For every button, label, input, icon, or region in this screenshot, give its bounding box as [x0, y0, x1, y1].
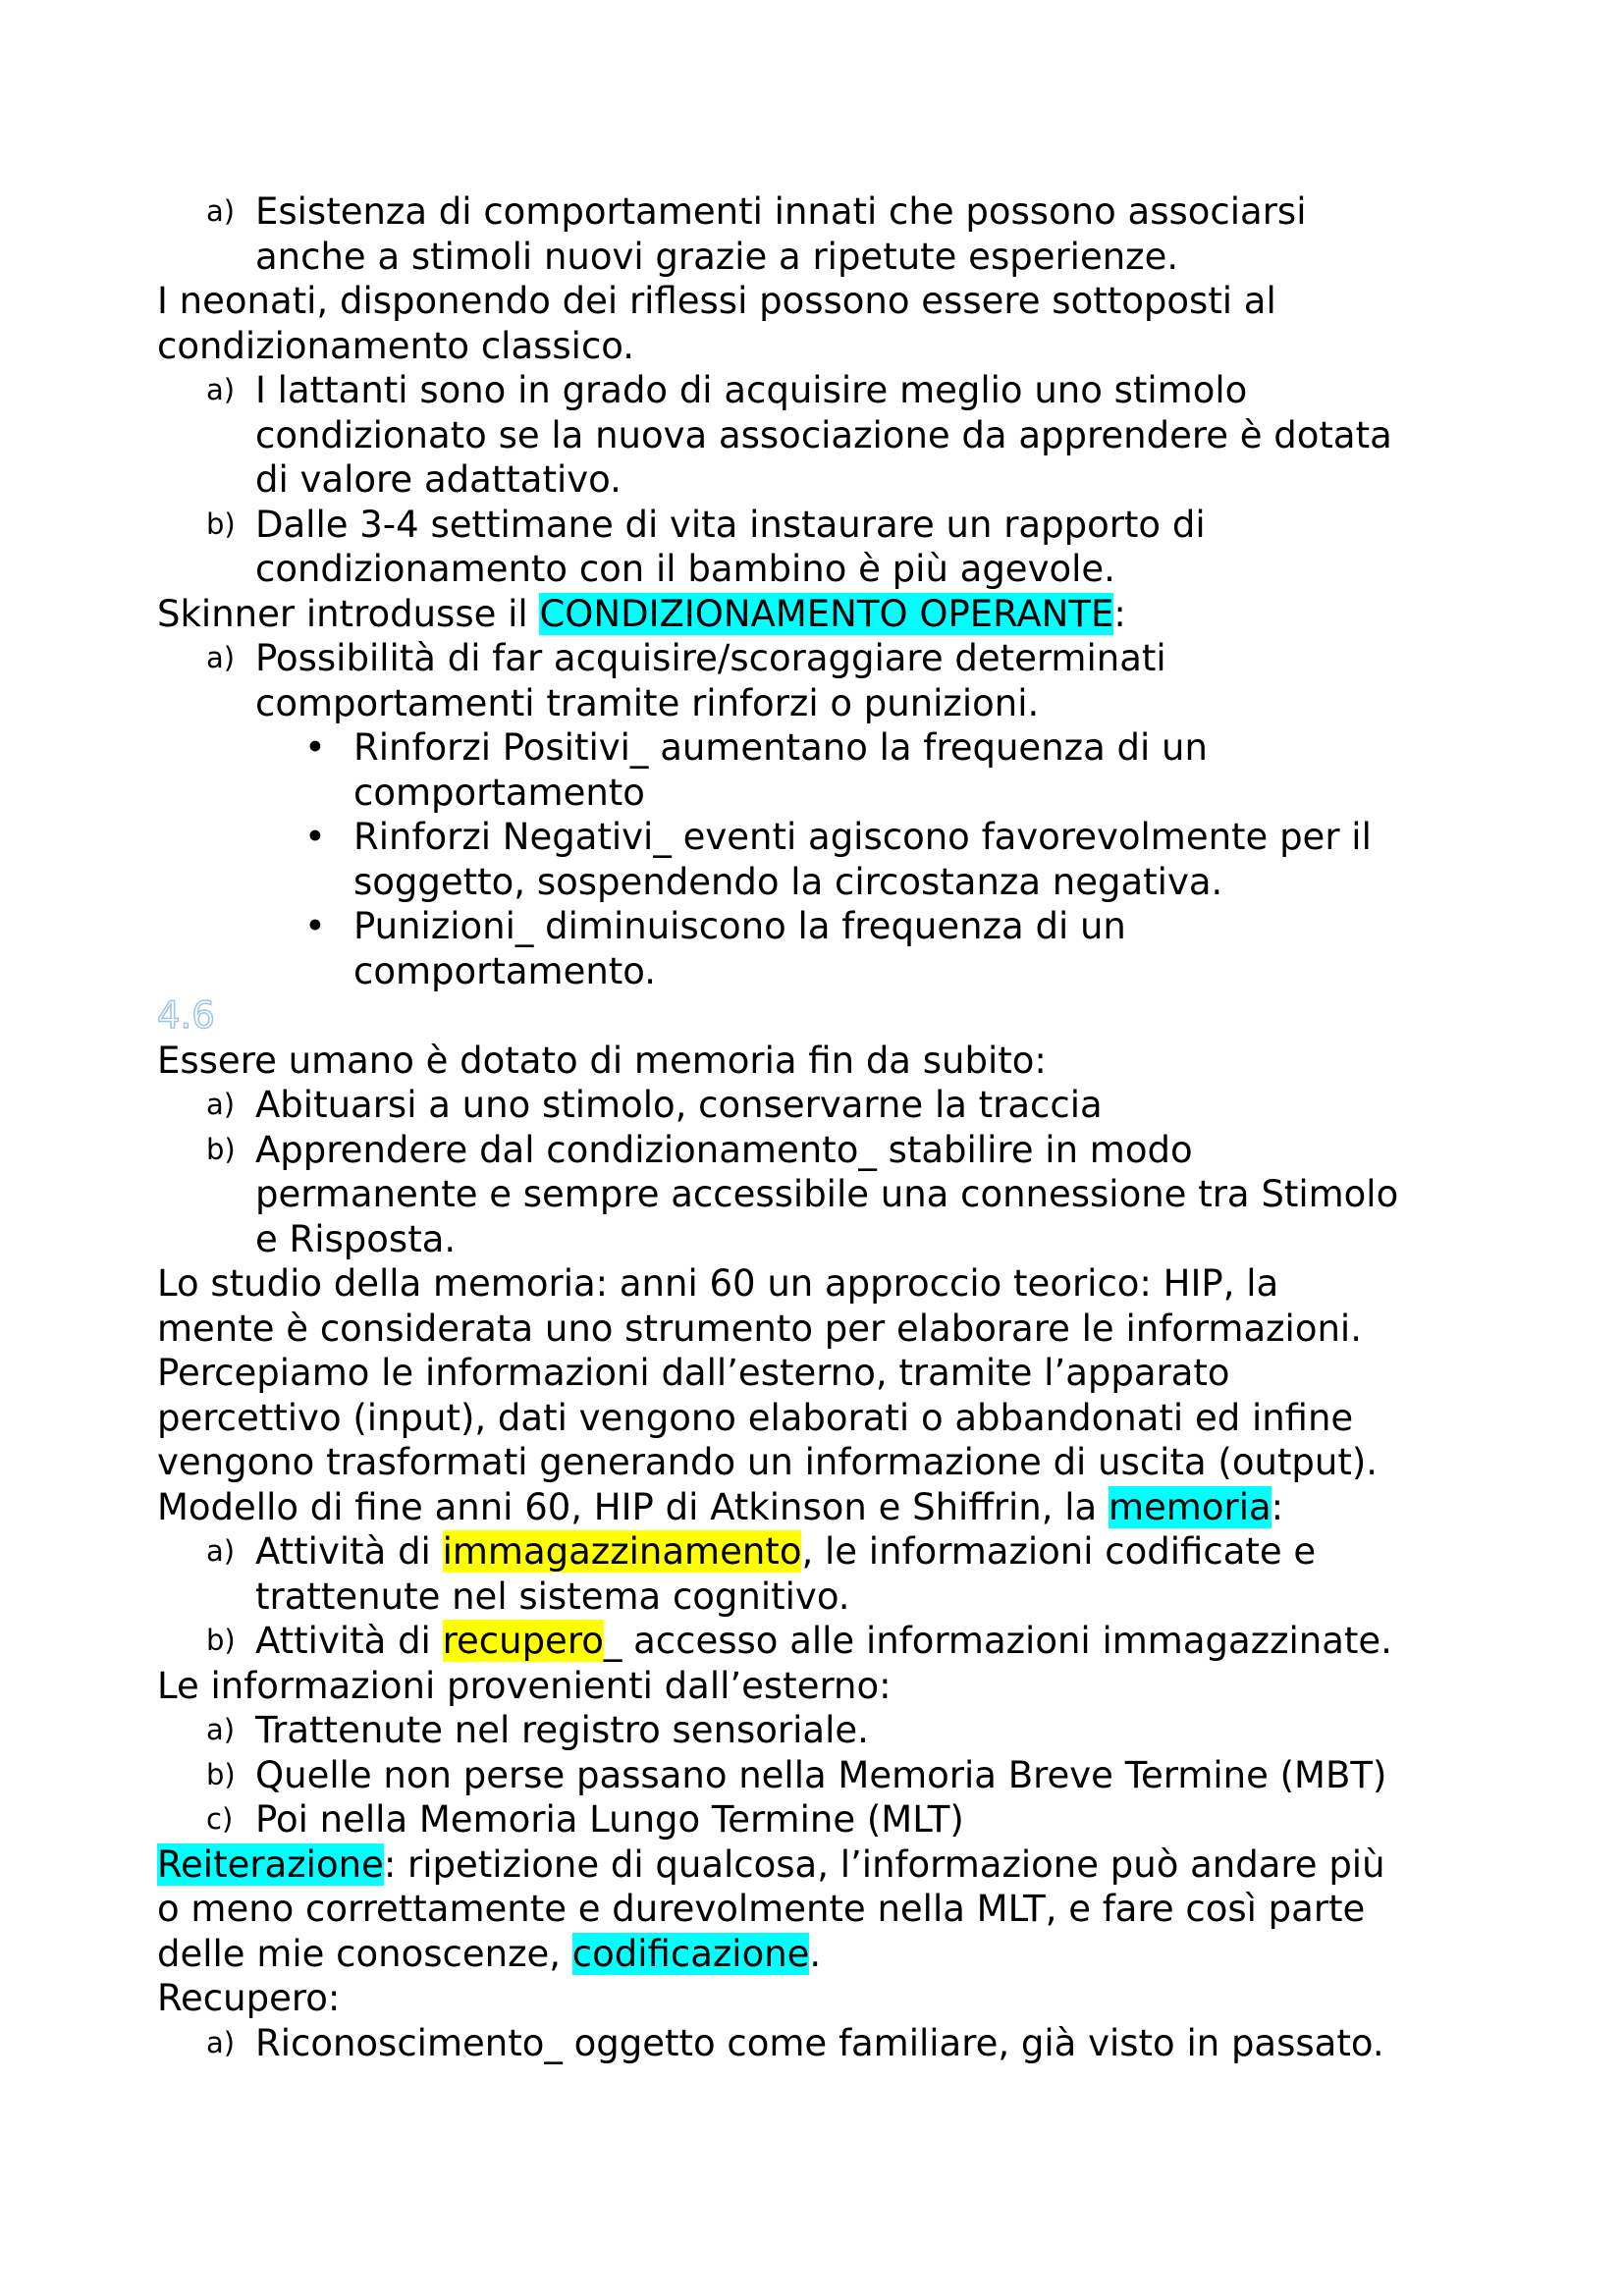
- text-run: :: [1113, 592, 1126, 635]
- list-item-text: Apprendere dal condizionamento_ stabilire in modo: [255, 1128, 1193, 1171]
- highlighted-term: memoria: [1109, 1485, 1271, 1528]
- bullet-text: Rinforzi Negativi_ eventi agiscono favorevolmente per il: [353, 816, 1372, 858]
- paragraph-line: Percepiamo le informazioni dall’esterno, tramite l’apparato: [157, 1352, 1230, 1394]
- paragraph-line: o meno correttamente e durevolmente nella MLT, e fare così parte: [157, 1888, 1366, 1930]
- paragraph-line: Le informazioni provenienti dall’esterno:: [157, 1664, 892, 1707]
- list-marker: a): [206, 1713, 236, 1746]
- list-item-text: Trattenute nel registro sensoriale.: [255, 1709, 869, 1751]
- text-run: Modello di fine anni 60, HIP di Atkinson e Shiffrin, la: [157, 1485, 1109, 1528]
- highlighted-term: recupero: [442, 1620, 604, 1662]
- list-item-text: Poi nella Memoria Lungo Termine (MLT): [255, 1798, 964, 1841]
- list-item-text: Dalle 3-4 settimane di vita instaurare un rapporto di: [255, 503, 1206, 546]
- list-item-continuation: condizionamento con il bambino è più agevole.: [255, 548, 1115, 590]
- bullet-item: [157, 904, 1483, 949]
- list-item-continuation: permanente e sempre accessibile una connessione tra Stimolo: [255, 1173, 1399, 1215]
- text-run: :: [1271, 1485, 1284, 1528]
- list-item-text: Abituarsi a uno stimolo, conservarne la traccia: [255, 1084, 1103, 1126]
- paragraph-line: I neonati, disponendo dei riflessi possono essere sottoposti al: [157, 280, 1276, 322]
- bullet-text: Rinforzi Positivi_ aumentano la frequenza di un: [353, 726, 1208, 769]
- list-item-continuation: condizionato se la nuova associazione da apprendere è dotata: [255, 413, 1392, 456]
- bullet-icon: •: [304, 905, 326, 947]
- list-item-continuation: trattenute nel sistema cognitivo.: [255, 1575, 850, 1618]
- bullet-continuation: comportamento: [353, 771, 645, 814]
- text-run: Attività di: [255, 1530, 443, 1573]
- highlighted-term: CONDIZIONAMENTO OPERANTE: [539, 592, 1114, 635]
- list-item: [157, 1128, 1483, 1173]
- highlighted-term: Reiterazione: [157, 1842, 384, 1886]
- bullet-item: [157, 815, 1483, 860]
- bullet-item: [157, 725, 1483, 771]
- list-marker: b): [206, 1757, 236, 1791]
- paragraph-line: Essere umano è dotato di memoria fin da subito:: [157, 1039, 1047, 1082]
- paragraph-line: percettivo (input), dati vengono elaborati o abbandonati ed infine: [157, 1396, 1354, 1439]
- paragraph-line: mente è considerata uno strumento per elaborare le informazioni.: [157, 1307, 1362, 1350]
- list-item: [157, 189, 1483, 235]
- highlighted-term: codificazione: [571, 1932, 810, 1975]
- bullet-continuation: comportamento.: [353, 949, 657, 992]
- text-run: Attività di: [255, 1620, 443, 1662]
- section-heading: 4.6: [157, 994, 215, 1037]
- list-item-continuation: anche a stimoli nuovi grazie a ripetute esperienze.: [255, 235, 1179, 278]
- list-item: [157, 368, 1483, 413]
- list-marker: a): [206, 641, 236, 674]
- list-marker: b): [206, 1132, 236, 1166]
- list-marker: a): [206, 194, 236, 228]
- document-page: [157, 189, 1483, 2065]
- list-item-text: Quelle non perse passano nella Memoria Breve Termine (MBT): [255, 1753, 1387, 1796]
- list-item: [157, 503, 1483, 548]
- paragraph-line: [157, 592, 1483, 637]
- list-item: [157, 1529, 1483, 1575]
- text-run: , le informazioni codificate e: [801, 1530, 1317, 1573]
- text-run: _ accesso alle informazioni immagazzinate.: [603, 1620, 1392, 1662]
- list-item-continuation: di valore adattativo.: [255, 458, 622, 501]
- text-run: Skinner introdusse il: [157, 592, 540, 635]
- list-marker: c): [206, 1802, 234, 1836]
- list-item: [157, 2021, 1483, 2066]
- paragraph-line: [157, 1842, 1483, 1888]
- list-item: [157, 636, 1483, 681]
- list-item-continuation: e Risposta.: [255, 1217, 457, 1260]
- list-marker: b): [206, 1624, 236, 1657]
- list-item: [157, 1619, 1483, 1664]
- highlighted-term: immagazzinamento: [442, 1530, 802, 1573]
- list-marker: a): [206, 373, 236, 406]
- list-marker: a): [206, 1534, 236, 1568]
- list-marker: a): [206, 2025, 236, 2059]
- text-run: .: [809, 1932, 822, 1975]
- bullet-continuation: soggetto, sospendendo la circostanza negativa.: [353, 860, 1223, 903]
- list-item: [157, 1708, 1483, 1753]
- paragraph-line: Recupero:: [157, 1977, 341, 2019]
- text-run: delle mie conoscenze,: [157, 1932, 572, 1975]
- paragraph-line: vengono trasformati generando un informazione di uscita (output).: [157, 1441, 1379, 1483]
- list-item: [157, 1083, 1483, 1128]
- list-item-text: Riconoscimento_ oggetto come familiare, già visto in passato.: [255, 2021, 1384, 2064]
- list-item-text: I lattanti sono in grado di acquisire meglio uno stimolo: [255, 369, 1248, 411]
- list-item-text: Esistenza di comportamenti innati che possono associarsi: [255, 190, 1307, 233]
- paragraph-line: Lo studio della memoria: anni 60 un approccio teorico: HIP, la: [157, 1262, 1279, 1305]
- paragraph-line: [157, 1932, 1483, 1977]
- bullet-icon: •: [304, 726, 326, 769]
- list-item: [157, 1753, 1483, 1798]
- paragraph-line: condizionamento classico.: [157, 324, 635, 367]
- bullet-icon: •: [304, 816, 326, 858]
- list-item: [157, 1797, 1483, 1842]
- paragraph-line: [157, 1485, 1483, 1530]
- list-item-text: Possibilità di far acquisire/scoraggiare determinati: [255, 637, 1166, 679]
- list-item-continuation: comportamenti tramite rinforzi o punizioni.: [255, 681, 1040, 724]
- list-marker: a): [206, 1088, 236, 1121]
- text-run: : ripetizione di qualcosa, l’informazione può andare più: [383, 1842, 1385, 1886]
- list-marker: b): [206, 507, 236, 541]
- bullet-text: Punizioni_ diminuiscono la frequenza di un: [353, 905, 1126, 947]
